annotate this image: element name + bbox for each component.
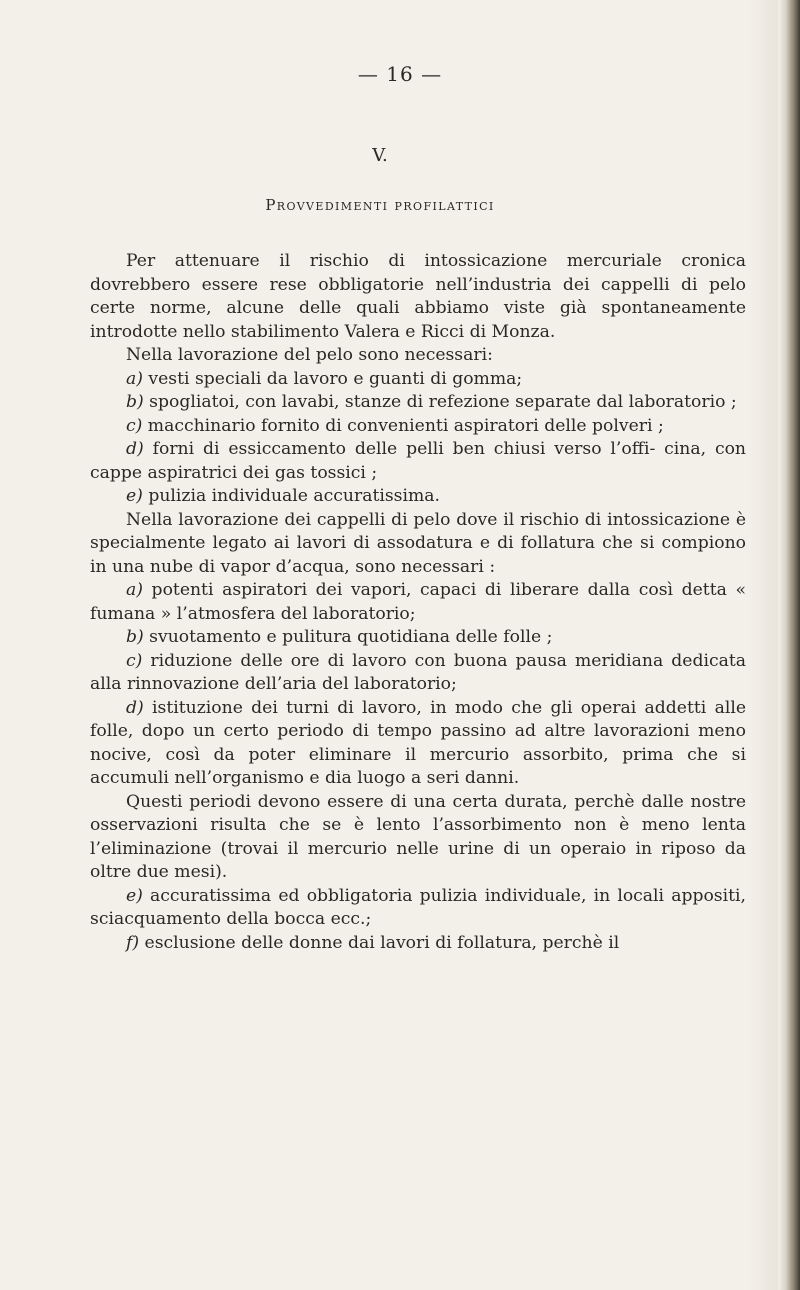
- paragraph-intro: [90, 250, 746, 344]
- item-text: accuratissima ed obbligatoria pulizia individuale, in locali appositi, sciacquamento della bocca ecc.;: [90, 885, 746, 929]
- section-title: Provvedimenti profilattici: [265, 196, 495, 214]
- item-text: esclusione delle donne dai lavori di follatura, perchè il: [139, 932, 620, 953]
- item-text: forni di essiccamento delle pelli ben chiusi verso l’offi- cina, con cappe aspiratrici dei gas tossici ;: [90, 439, 746, 483]
- list-item: [90, 485, 746, 509]
- paragraph-cappelli-heading: [90, 509, 746, 580]
- paragraph-text: Questi periodi devono essere di una certa durata, perchè dalle nostre osservazioni risulta che se è lento l’assorbimento non è meno lenta l’eliminazione (trovai il mercurio nelle urine di un operaio in riposo da oltre due mesi).: [90, 791, 746, 882]
- list-item: [90, 932, 746, 956]
- list-item: [90, 415, 746, 439]
- item-label: d): [126, 697, 144, 718]
- item-text: spogliatoi, con lavabi, stanze di refezione separate dal laboratorio ;: [143, 392, 737, 412]
- item-label: e): [126, 885, 143, 906]
- list-item: [90, 626, 746, 650]
- list-item: [90, 697, 746, 791]
- item-label: a): [126, 580, 143, 600]
- paragraph-pelo-heading: [90, 344, 746, 368]
- item-label: b): [126, 627, 144, 647]
- item-label: c): [126, 415, 143, 436]
- item-text: vesti speciali da lavoro e guanti di gomma;: [142, 368, 523, 389]
- paragraph-text: Nella lavorazione del pelo sono necessari:: [126, 345, 493, 365]
- item-text: svuotamento e pulitura quotidiana delle folle ;: [143, 627, 553, 647]
- list-item: [90, 391, 746, 415]
- item-label: d): [126, 439, 144, 459]
- item-label: a): [126, 368, 143, 389]
- item-label: c): [126, 650, 143, 671]
- section-number: V.: [372, 145, 388, 166]
- item-label: b): [126, 392, 144, 412]
- paragraph-periodi: [90, 791, 746, 885]
- item-text: pulizia individuale accuratissima.: [142, 486, 440, 506]
- item-text: potenti aspiratori dei vapori, capaci di liberare dalla così detta « fumana » l’atmosfera del laboratorio;: [90, 580, 746, 624]
- list-item: [90, 368, 746, 392]
- item-text: istituzione dei turni di lavoro, in modo che gli operai addetti alle folle, dopo un certo periodo di tempo passino ad altre lavorazioni meno nocive, così da poter eliminare il mercurio assorbito, prima che si accumuli nell’organismo e dia luogo a seri danni.: [90, 697, 746, 788]
- page-edge-shadow: [778, 0, 800, 1290]
- list-item: [90, 650, 746, 697]
- item-text: riduzione delle ore di lavoro con buona pausa meridiana dedicata alla rinnovazione dell’aria del laboratorio;: [90, 650, 746, 694]
- item-text: macchinario fornito di convenienti aspiratori delle polveri ;: [142, 415, 664, 436]
- body-text: [90, 250, 746, 955]
- item-label: f): [126, 932, 140, 953]
- list-item: [90, 885, 746, 932]
- paragraph-text: Nella lavorazione dei cappelli di pelo dove il rischio di intossicazione è specialmente legato ai lavori di assodatura e di follatura che si compiono in una nube di vapor d’acqua, sono necessari :: [90, 509, 746, 577]
- paragraph-text: Per attenuare il rischio di intossicazione mercuriale cronica dovrebbero essere rese obbligatorie nell’industria dei cappelli di pelo certe norme, alcune delle quali abbiamo viste già spontaneamente introdotte nello stabilimento Valera e Ricci di Monza.: [90, 251, 746, 342]
- list-item: [90, 579, 746, 626]
- item-label: e): [126, 486, 143, 506]
- page-number: — 16 —: [357, 62, 443, 86]
- list-item: [90, 438, 746, 485]
